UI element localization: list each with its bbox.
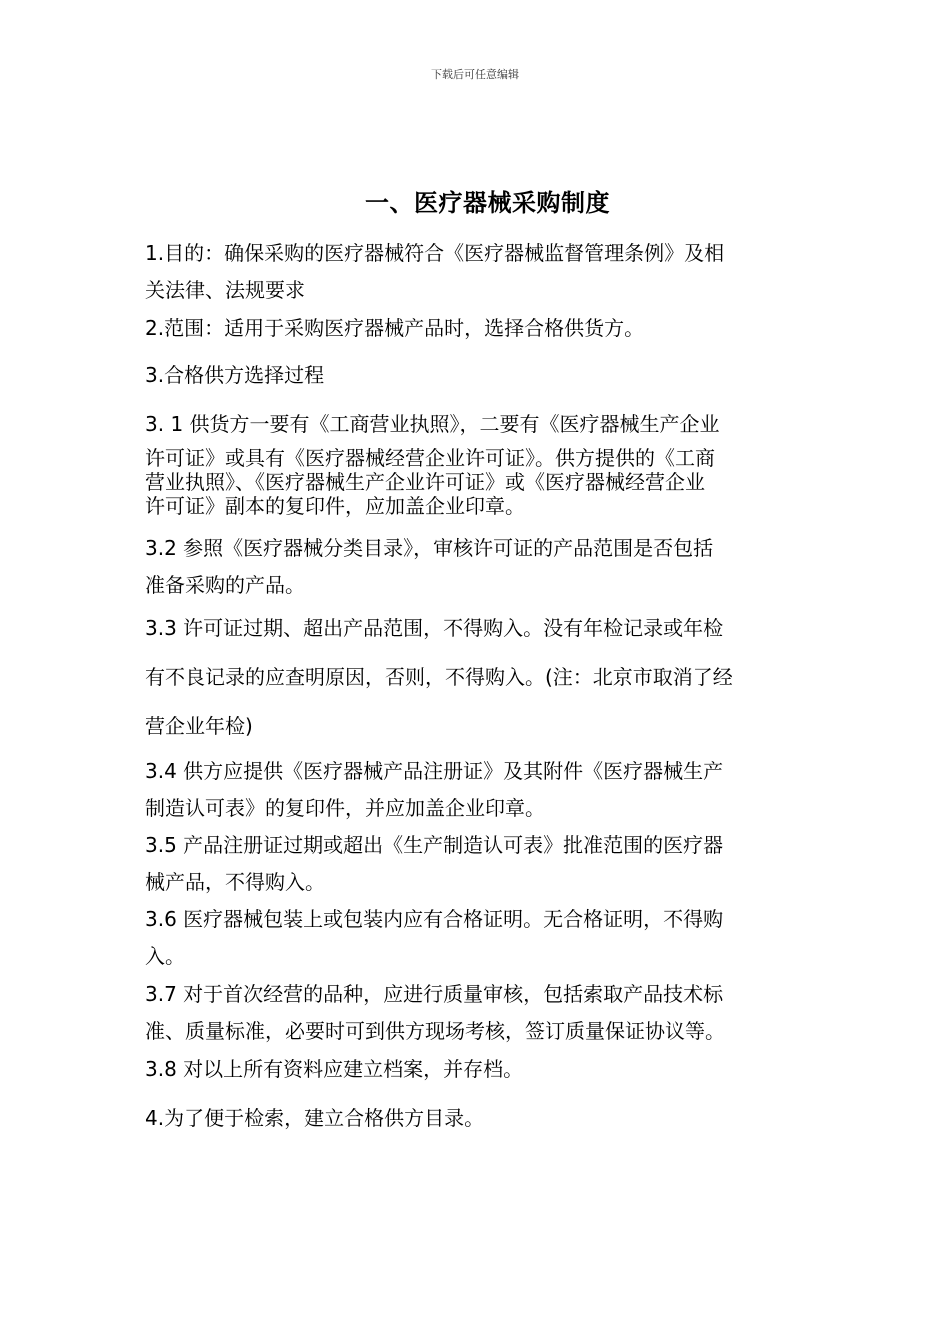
text-line: 3.2 参照《医疗器械分类目录》，审核许可证的产品范围是否包括: [145, 536, 714, 560]
text-line: 3.6 医疗器械包装上或包装内应有合格证明。无合格证明，不得购: [145, 907, 724, 931]
text-line: 3.8 对以上所有资料应建立档案，并存档。: [145, 1057, 524, 1081]
text-line: 械产品，不得购入。: [145, 870, 325, 894]
paragraph-3-5: [145, 827, 810, 901]
text-line: 准、质量标准，必要时可到供方现场考核，签订质量保证协议等。: [145, 1019, 725, 1043]
paragraph-purpose: [145, 235, 810, 309]
text-line: 3.4 供方应提供《医疗器械产品注册证》及其附件《医疗器械生产: [145, 759, 724, 783]
paragraph-section-3: [145, 357, 810, 394]
text-line: 关法律、法规要求: [145, 278, 305, 302]
text-line: 许可证》副本的复印件，应加盖企业印章。: [145, 494, 525, 518]
text-line: 1.目的：确保采购的医疗器械符合《医疗器械监督管理条例》及相: [145, 241, 725, 265]
text-line: 3.合格供方选择过程: [145, 363, 325, 387]
text-line: 营业执照》、《医疗器械生产企业许可证》或《医疗器械经营企业: [145, 470, 705, 494]
document-title: 一、医疗器械采购制度: [365, 189, 610, 217]
paragraph-3-8: [145, 1051, 810, 1088]
text-line: 准备采购的产品。: [145, 573, 305, 597]
paragraph-3-3: [145, 604, 810, 751]
header-note: 下载后可任意编辑: [431, 68, 519, 81]
paragraph-3-1: [145, 406, 810, 518]
paragraph-scope: [145, 310, 810, 347]
text-line: 入。: [145, 944, 185, 968]
paragraph-3-2: [145, 530, 810, 604]
paragraph-3-6: [145, 901, 810, 975]
text-line: 3.7 对于首次经营的品种，应进行质量审核，包括索取产品技术标: [145, 982, 724, 1006]
text-line: 3. 1 供货方一要有《工商营业执照》，二要有《医疗器械生产企业: [145, 412, 720, 436]
text-line: 3.3 许可证过期、超出产品范围，不得购入。没有年检记录或年检: [145, 616, 724, 640]
paragraph-section-4: [145, 1100, 810, 1137]
text-line: 许可证》或具有《医疗器械经营企业许可证》。供方提供的《工商: [145, 446, 715, 470]
text-line: 营企业年检): [145, 714, 253, 738]
paragraph-3-4: [145, 753, 810, 827]
text-line: 2.范围：适用于采购医疗器械产品时，选择合格供货方。: [145, 316, 645, 340]
text-line: 4.为了便于检索，建立合格供方目录。: [145, 1106, 485, 1130]
text-line: 3.5 产品注册证过期或超出《生产制造认可表》批准范围的医疗器: [145, 833, 724, 857]
text-line: 制造认可表》的复印件，并应加盖企业印章。: [145, 796, 545, 820]
paragraph-3-7: [145, 976, 810, 1050]
text-line: 有不良记录的应查明原因，否则，不得购入。(注：北京市取消了经: [145, 665, 733, 689]
